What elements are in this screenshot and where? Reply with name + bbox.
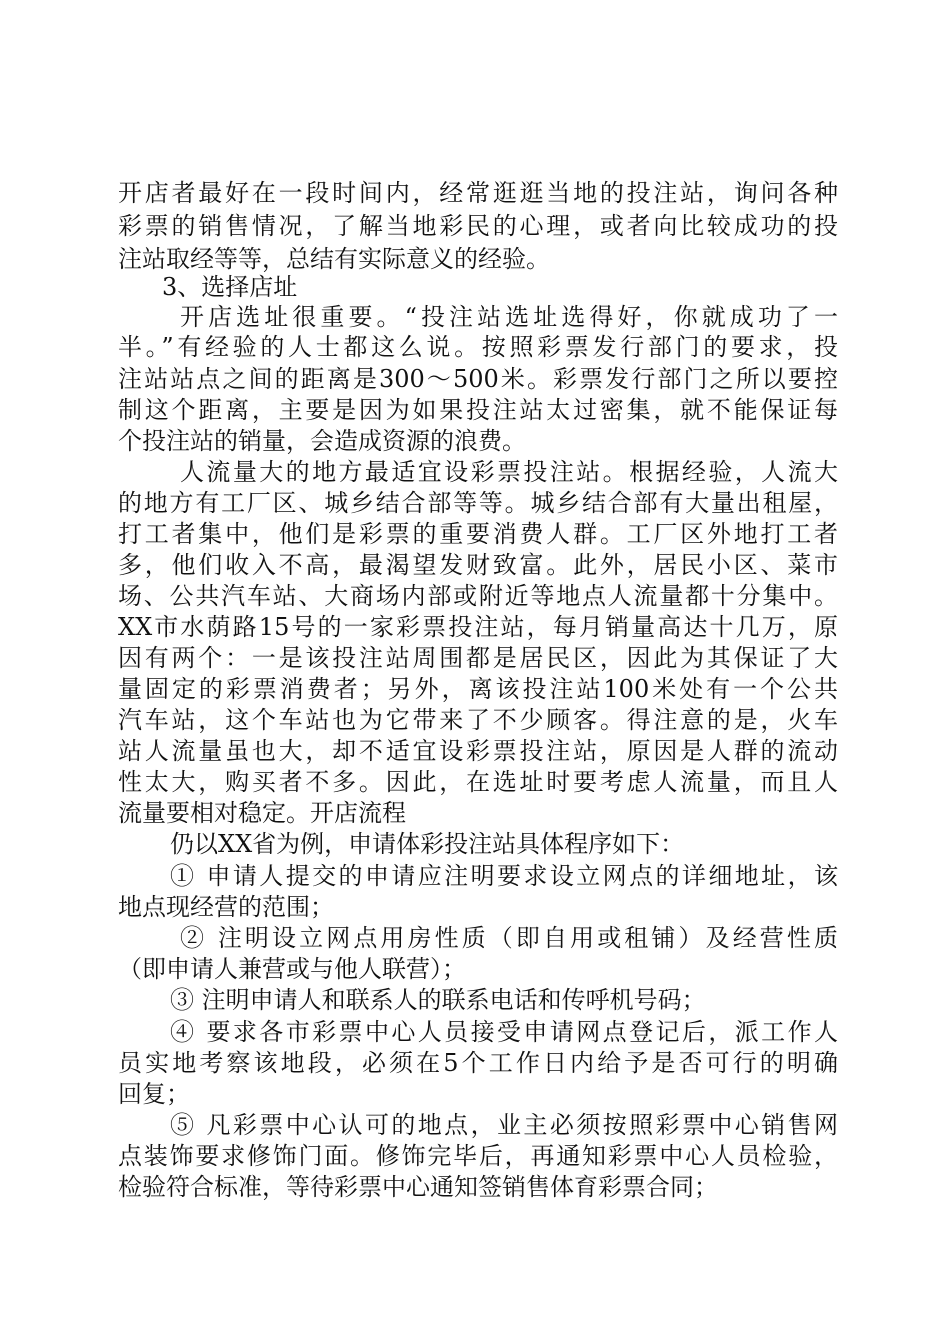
list-item: ③ 注明申请人和联系人的联系电话和传呼机号码； <box>170 986 706 1014</box>
text-line: 多，他们收入不高，最渴望发财致富。此外，居民小区、菜市 <box>118 551 838 579</box>
text-line: 注站站点之间的距离是300～500米。彩票发行部门之所以要控 <box>118 365 838 393</box>
list-item-continuation: 员实地考察该地段，必须在5个工作日内给予是否可行的明确 <box>118 1049 838 1077</box>
list-item-continuation: 回复； <box>118 1080 190 1108</box>
text-line: 彩票的销售情况，了解当地彩民的心理，或者向比较成功的投 <box>118 212 838 240</box>
list-item-continuation: （即申请人兼营或与他人联营）； <box>118 955 466 983</box>
text-line: 流量要相对稳定。开店流程 <box>118 799 406 827</box>
list-item-continuation: 点装饰要求修饰门面。修饰完毕后，再通知彩票中心人员检验， <box>118 1142 838 1170</box>
text-line: 打工者集中，他们是彩票的重要消费人群。工厂区外地打工者 <box>118 520 838 548</box>
text-line: 开店者最好在一段时间内，经常逛逛当地的投注站，询问各种 <box>118 179 838 207</box>
list-item: ① 申请人提交的申请应注明要求设立网点的详细地址，该 <box>170 862 838 890</box>
text-line: 半。”有经验的人士都这么说。按照彩票发行部门的要求，投 <box>118 333 838 361</box>
text-line: 人流量大的地方最适宜设彩票投注站。根据经验，人流大 <box>180 458 838 486</box>
list-item-continuation: 地点现经营的范围； <box>118 893 334 921</box>
text-line: 性太大，购买者不多。因此，在选址时要考虑人流量，而且人 <box>118 768 838 796</box>
text-line: 开店选址很重要。“投注站选址选得好，你就成功了一 <box>180 303 838 331</box>
section-heading: 3、选择店址 <box>162 273 298 301</box>
text-line: 汽车站，这个车站也为它带来了不少顾客。得注意的是，火车 <box>118 706 838 734</box>
text-line: 的地方有工厂区、城乡结合部等等。城乡结合部有大量出租屋， <box>118 489 838 517</box>
list-item: ⑤ 凡彩票中心认可的地点，业主必须按照彩票中心销售网 <box>170 1111 838 1139</box>
list-item-continuation: 检验符合标准，等待彩票中心通知签销售体育彩票合同； <box>118 1173 718 1201</box>
list-item: ④ 要求各市彩票中心人员接受申请网点登记后，派工作人 <box>170 1018 838 1046</box>
text-line: 个投注站的销量，会造成资源的浪费。 <box>118 427 526 455</box>
text-line: 因有两个：一是该投注站周围都是居民区，因此为其保证了大 <box>118 644 838 672</box>
text-line: XX市水荫路15号的一家彩票投注站，每月销量高达十几万，原 <box>118 613 838 641</box>
text-line: 注站取经等等，总结有实际意义的经验。 <box>118 245 550 273</box>
list-item: ② 注明设立网点用房性质（即自用或租铺）及经营性质 <box>180 924 838 952</box>
text-line: 站人流量虽也大，却不适宜设彩票投注站，原因是人群的流动 <box>118 737 838 765</box>
text-line: 场、公共汽车站、大商场内部或附近等地点人流量都十分集中。 <box>118 582 838 610</box>
text-line: 量固定的彩票消费者；另外，离该投注站100米处有一个公共 <box>118 675 838 703</box>
text-line: 仍以XX省为例，申请体彩投注站具体程序如下： <box>170 830 685 858</box>
text-line: 制这个距离，主要是因为如果投注站太过密集，就不能保证每 <box>118 396 838 424</box>
